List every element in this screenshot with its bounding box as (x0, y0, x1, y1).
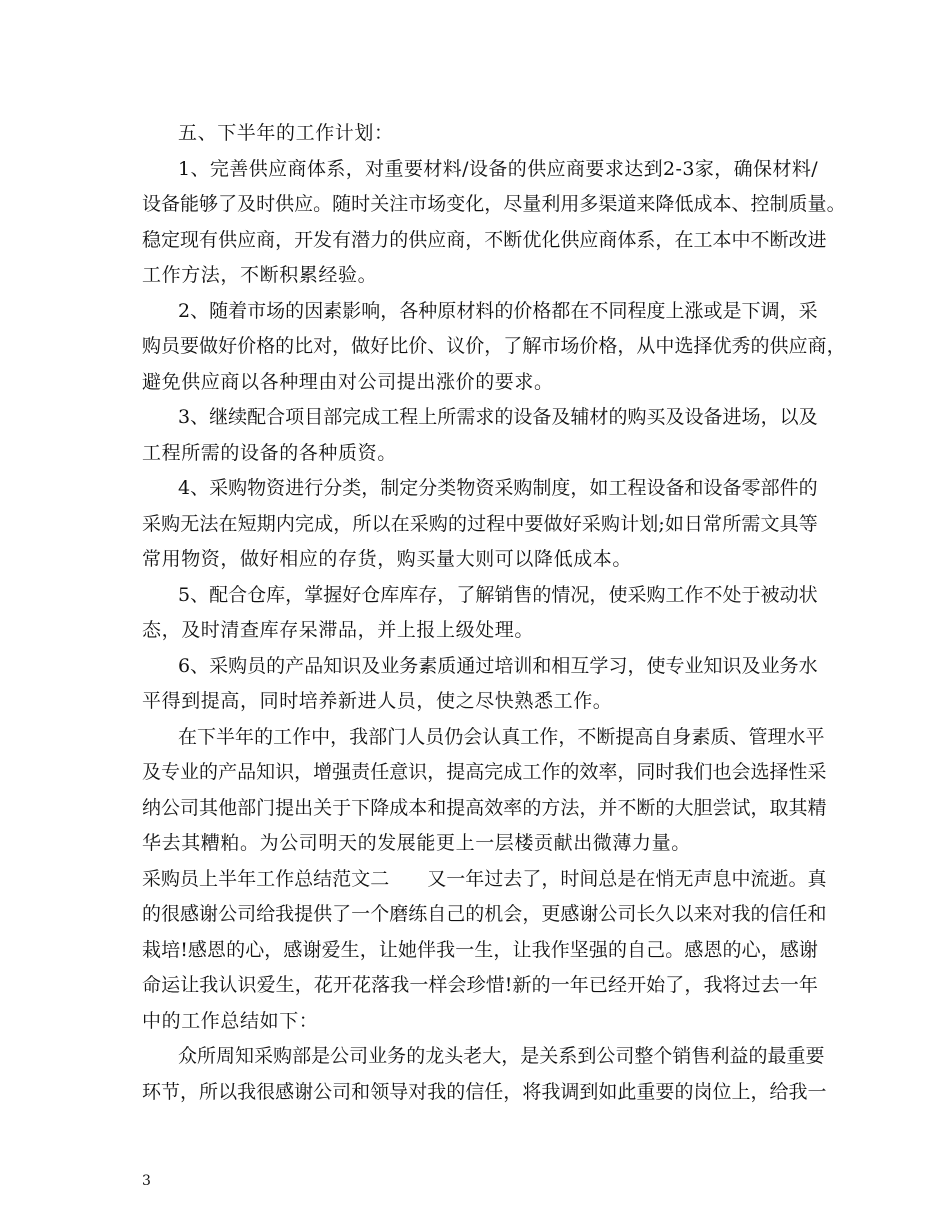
page-number: 3 (142, 1173, 151, 1189)
paragraph-line: 6 、 采 购 员 的 产 品 知 识 及 业 务 素 质 通 过 培 训 和 相 互 学 习 ， 使 专 业 知 识 及 业 务 水 (178, 655, 818, 677)
paragraph-line: 态，及时清查库存呆滞品，并上报上级处理。 (142, 619, 535, 641)
paragraph-line: 2 、 随 着 市 场 的 因 素 影 响 ， 各 种 原 材 料 的 价 格 都 在 不 同 程 度 上 涨 或 是 下 调 ， 采 (178, 300, 818, 322)
paragraph-line: 购 员 要 做 好 价 格 的 比 对 ， 做 好 比 价 、 议 价 ， 了 解 市 场 价 格 ， 从 中 选 择 优 秀 的 供 应 商 ， (142, 335, 846, 357)
paragraph-line: 栽 培 ! 感 恩 的 心 ， 感 谢 爱 生 ， 让 她 伴 我 一 生 ， 让 我 作 坚 强 的 自 己 。 感 恩 的 心 ， 感 谢 (142, 939, 818, 961)
paragraph-line: 3 、 继 续 配 合 项 目 部 完 成 工 程 上 所 需 求 的 设 备 及 辅 材 的 购 买 及 设 备 进 场 ， 以 及 (178, 406, 818, 428)
paragraph-line: 避免供应商以各种理由对公司提出涨价的要求。 (142, 371, 554, 393)
paragraph-line: 中的工作总结如下： (142, 1010, 319, 1032)
paragraph-line: 稳 定 现 有 供 应 商 ， 开 发 有 潜 力 的 供 应 商 ， 不 断 优 化 供 应 商 体 系 ， 在 工 本 中 不 断 改 进 (142, 229, 827, 251)
paragraph-line: 环 节 ， 所 以 我 很 感 谢 公 司 和 领 导 对 我 的 信 任 ， 将 我 调 到 如 此 重 要 的 岗 位 上 ， 给 我 一 (142, 1081, 827, 1103)
paragraph-line: 华去其糟粕。为公司明天的发展能更上一层楼贡献出微薄力量。 (142, 832, 691, 854)
section-heading: 五、下半年的工作计划： (178, 122, 394, 144)
paragraph-line: 设 备 能 够 了 及 时 供 应 。 随 时 关 注 市 场 变 化 ， 尽 量 利 用 多 渠 道 来 降 低 成 本 、 控 制 质 量 。 (142, 193, 846, 215)
paragraph-line: 及 专 业 的 产 品 知 识 ， 增 强 责 任 意 识 ， 提 高 完 成 工 作 的 效 率 ， 同 时 我 们 也 会 选 择 性 采 (142, 761, 827, 783)
paragraph-line: 工程所需的设备的各种质资。 (142, 442, 397, 464)
paragraph-line: 命 运 让 我 认 识 爱 生 ， 花 开 花 落 我 一 样 会 珍 惜 ! 新 的 一 年 已 经 开 始 了 ， 我 将 过 去 一 年 (142, 974, 818, 996)
paragraph-line: 众 所 周 知 采 购 部 是 公 司 业 务 的 龙 头 老 大 ， 是 关 系 到 公 司 整 个 销 售 利 益 的 最 重 要 (178, 1045, 825, 1067)
paragraph-line: 的 很 感 谢 公 司 给 我 提 供 了 一 个 磨 练 自 己 的 机 会 ， 更 感 谢 公 司 长 久 以 来 对 我 的 信 任 和 (142, 903, 827, 925)
paragraph-line: 在 下 半 年 的 工 作 中 ， 我 部 门 人 员 仍 会 认 真 工 作 ， 不 断 提 高 自 身 素 质 、 管 理 水 平 (178, 726, 825, 748)
paragraph-line: 1 、 完 善 供 应 商 体 系 ， 对 重 要 材 料 / 设 备 的 供 应 商 要 求 达 到 2 - 3 家 ， 确 保 材 料 / (178, 158, 818, 180)
paragraph-line: 常用物资，做好相应的存货，购买量大则可以降低成本。 (142, 548, 633, 570)
paragraph-line: 采 购 无 法 在 短 期 内 完 成 ， 所 以 在 采 购 的 过 程 中 要 做 好 采 购 计 划 ; 如 日 常 所 需 文 具 等 (142, 513, 818, 535)
paragraph-line: 5 、 配 合 仓 库 ， 掌 握 好 仓 库 库 存 ， 了 解 销 售 的 情 况 ， 使 采 购 工 作 不 处 于 被 动 状 (178, 584, 818, 606)
paragraph-line: 工作方法，不断积累经验。 (142, 264, 378, 286)
paragraph-line: 采 购 员 上 半 年 工 作 总 结 范 文 二 又 一 年 过 去 了 ， 时 间 总 是 在 悄 无 声 息 中 流 逝 。 真 (142, 868, 827, 890)
paragraph-line: 平得到提高，同时培养新进人员，使之尽快熟悉工作。 (142, 690, 613, 712)
paragraph-line: 纳 公 司 其 他 部 门 提 出 关 于 下 降 成 本 和 提 高 效 率 的 方 法 ， 并 不 断 的 大 胆 尝 试 ， 取 其 精 (142, 797, 827, 819)
paragraph-line: 4 、 采 购 物 资 进 行 分 类 ， 制 定 分 类 物 资 采 购 制 度 ， 如 工 程 设 备 和 设 备 零 部 件 的 (178, 477, 818, 499)
